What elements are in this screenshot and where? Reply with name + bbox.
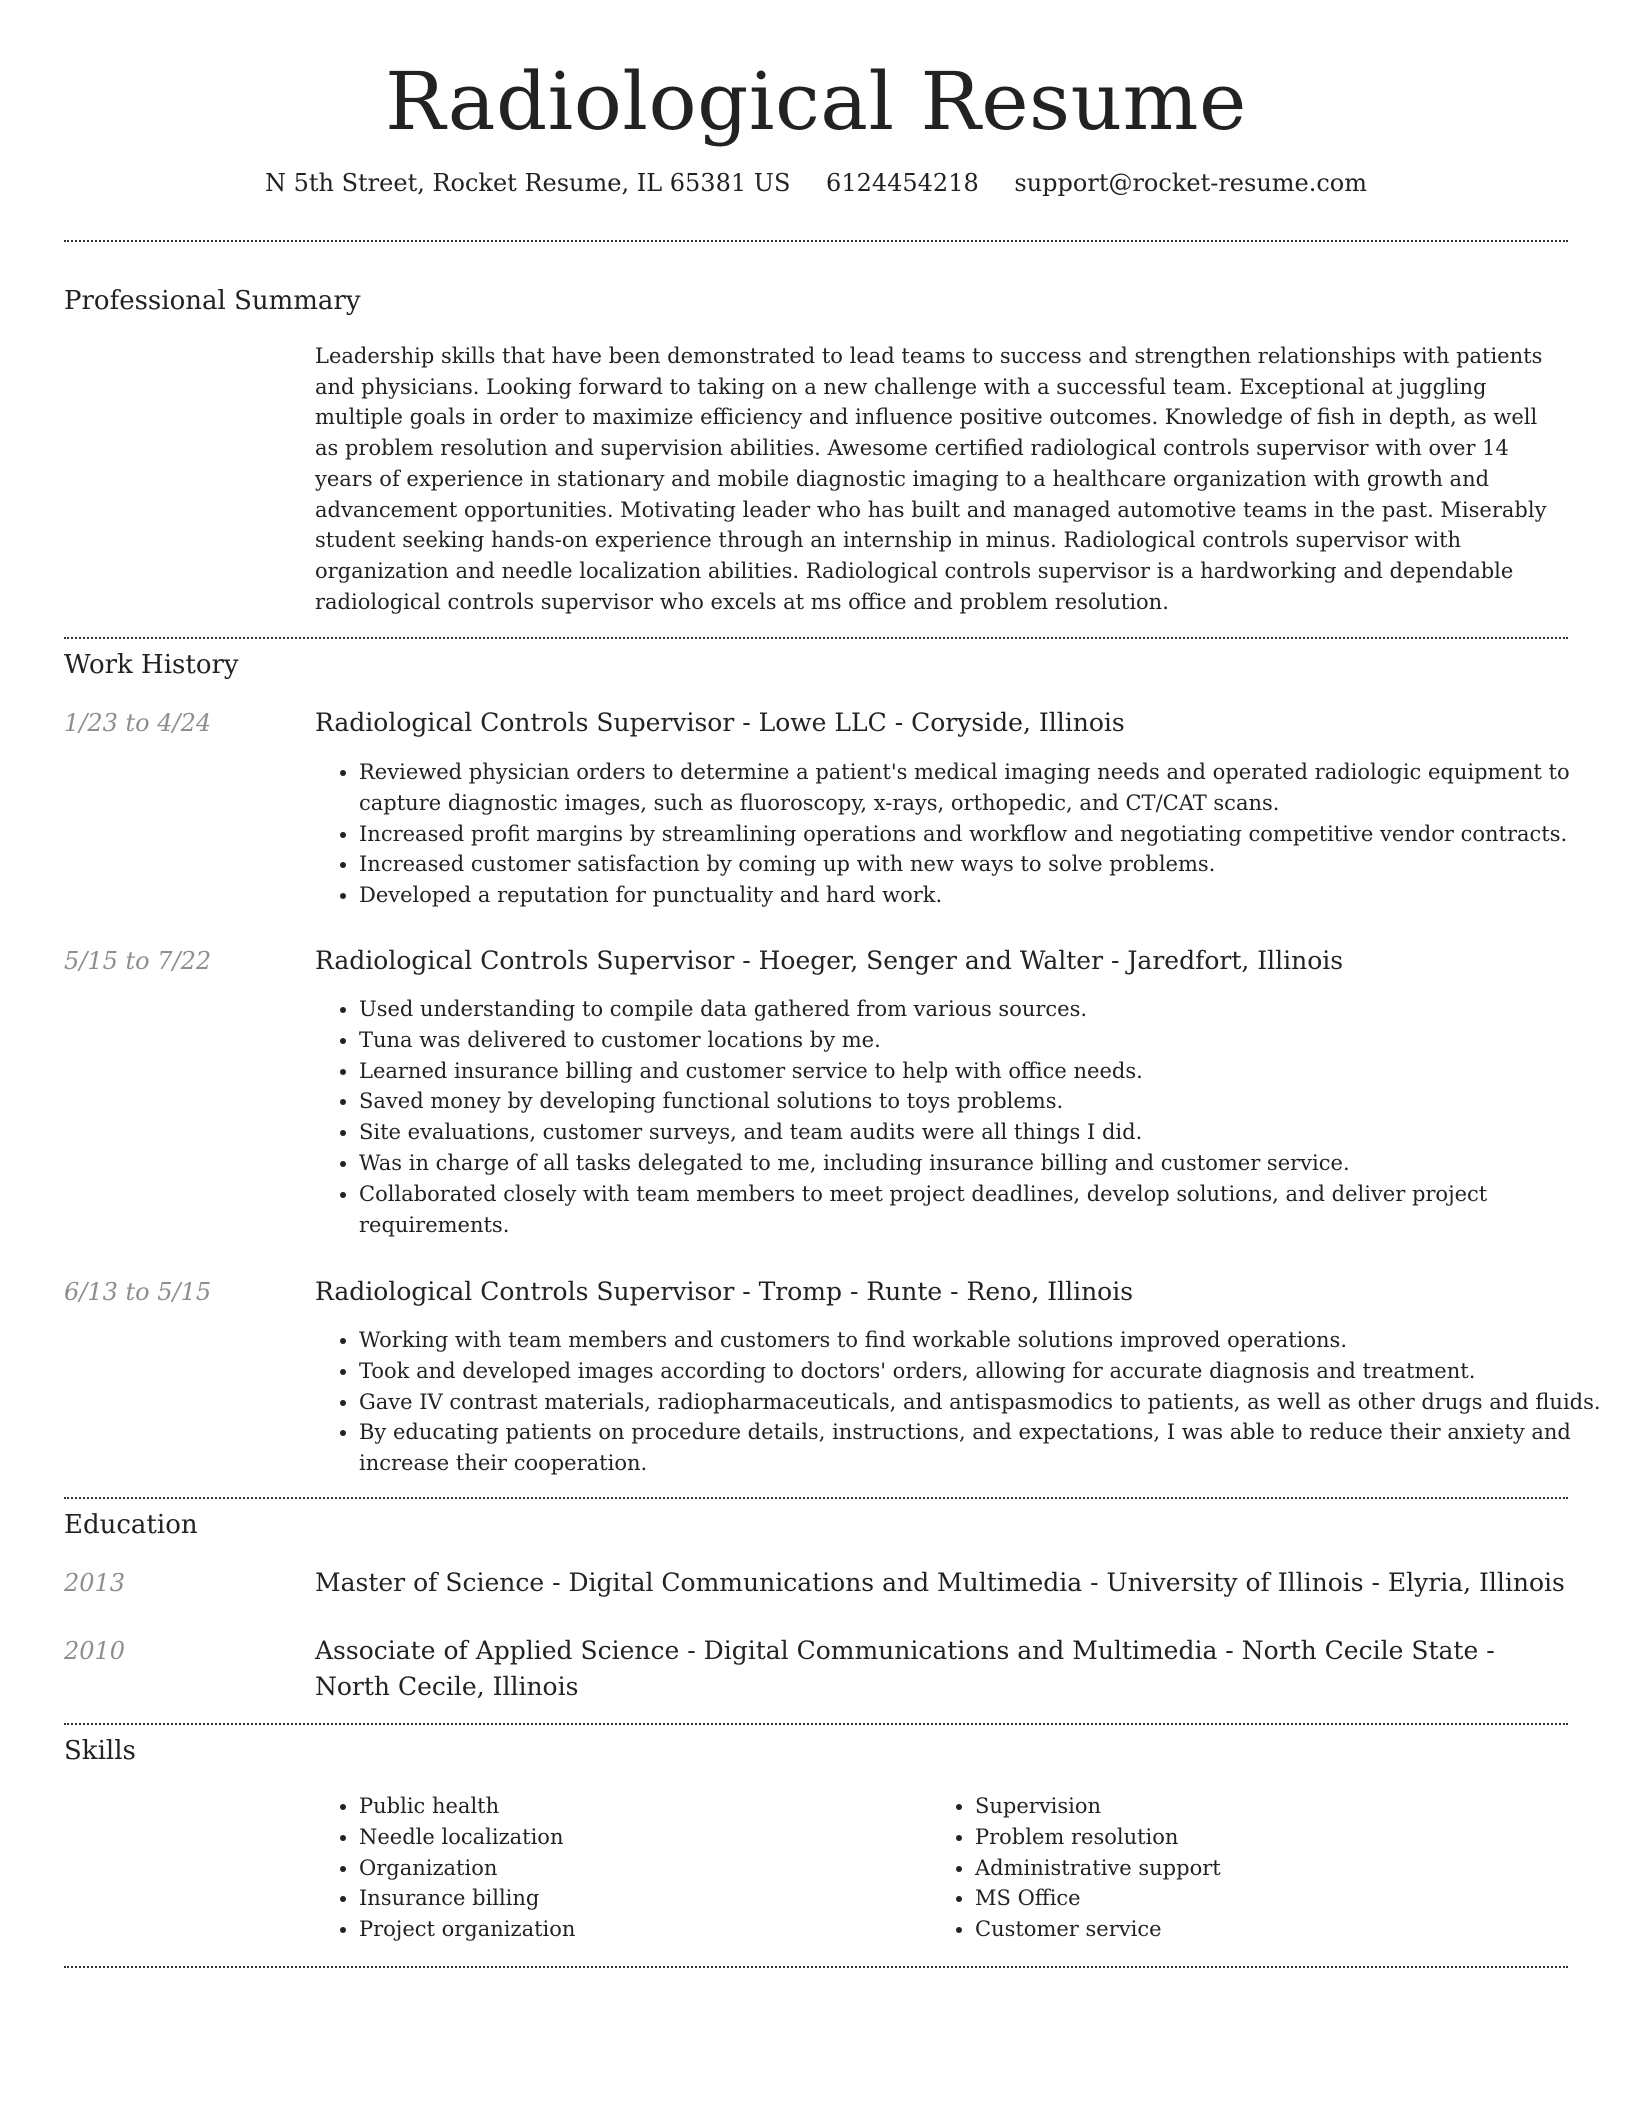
job-heading: Radiological Controls Supervisor - Tromp - Runte - Reno, Illinois — [315, 1277, 1134, 1306]
skill-item: • Project organization — [359, 1914, 959, 1945]
education-year: 2010 — [64, 1637, 126, 1665]
job-heading: Radiological Controls Supervisor - Hoeger, Senger and Walter - Jaredfort, Illinois — [315, 946, 1344, 975]
education-year: 2013 — [64, 1569, 126, 1597]
divider — [64, 240, 1568, 242]
job-dates: 1/23 to 4/24 — [64, 709, 212, 737]
contact-address: N 5th Street, Rocket Resume, IL 65381 US — [264, 169, 791, 197]
job-bullet: • Collaborated closely with team members to meet project deadlines, develop solutions, and deliver project requirements. — [359, 1179, 1612, 1241]
skill-item: • MS Office — [975, 1883, 1575, 1914]
job-heading: Radiological Controls Supervisor - Lowe LLC - Coryside, Illinois — [315, 708, 1125, 737]
contact-email: support@rocket-resume.com — [1014, 169, 1368, 197]
skill-item: • Public health — [359, 1791, 959, 1822]
education-entry: Master of Science - Digital Communications and Multimedia - University of Illinois - Elyria, Illinois — [315, 1568, 1565, 1597]
section-title-skills: Skills — [64, 1736, 136, 1766]
section-title-summary: Professional Summary — [64, 286, 361, 316]
divider — [64, 1497, 1568, 1499]
divider — [64, 637, 1568, 639]
job-dates: 5/15 to 7/22 — [64, 947, 212, 975]
job-bullet: • By educating patients on procedure details, instructions, and expectations, I was able to reduce their anxiety and increase their cooperation. — [359, 1417, 1612, 1479]
job-bullet: • Saved money by developing functional solutions to toys problems. — [359, 1086, 1612, 1117]
summary-text: Leadership skills that have been demonstrated to lead teams to success and strengthen relationships with patients and physicians. Looking forward to taking on a new challenge with a successful team. Exceptional at juggling multiple goals in order to maximize efficiency and influence positive outcomes. Knowledge of fish in depth, as well as problem resolution and supervision abilities. Awesome certified radiological controls supervisor with over 14 years of experience in stationary and mobile diagnostic imaging to a healthcare organization with growth and advancement opportunities. Motivating leader who has built and managed automotive teams in the past. Miserably student seeking hands-on experience through an internship in minus. Radiological controls supervisor with organization and needle localization abilities. Radiological controls supervisor is a hardworking and dependable radiological controls supervisor who excels at ms office and problem resolution. — [315, 344, 1547, 614]
skill-item: • Problem resolution — [975, 1822, 1575, 1853]
job-bullet: • Site evaluations, customer surveys, and team audits were all things I did. — [359, 1117, 1612, 1148]
section-title-education: Education — [64, 1510, 198, 1540]
job-bullet: • Tuna was delivered to customer locations by me. — [359, 1025, 1612, 1056]
skill-item: • Customer service — [975, 1914, 1575, 1945]
job-bullet: • Was in charge of all tasks delegated to me, including insurance billing and customer service. — [359, 1148, 1612, 1179]
job-bullet: • Increased customer satisfaction by coming up with new ways to solve problems. — [359, 849, 1612, 880]
job-bullet: • Took and developed images according to doctors' orders, allowing for accurate diagnosis and treatment. — [359, 1356, 1612, 1387]
skill-item: • Organization — [359, 1853, 959, 1884]
job-bullet: • Learned insurance billing and customer service to help with office needs. — [359, 1056, 1612, 1087]
job-bullet: • Reviewed physician orders to determine a patient's medical imaging needs and operated radiologic equipment to capture diagnostic images, such as fluoroscopy, x-rays, orthopedic, and CT/CAT scans. — [359, 757, 1612, 819]
job-bullet: • Gave IV contrast materials, radiopharmaceuticals, and antispasmodics to patients, as well as other drugs and fluids. — [359, 1387, 1612, 1418]
education-entry: Associate of Applied Science - Digital Communications and Multimedia - North Cecile State - North Cecile, Illinois — [315, 1636, 1495, 1701]
skills-list-left — [315, 1791, 959, 1945]
job-bullets — [315, 994, 1612, 1240]
job-bullets — [315, 757, 1612, 911]
skill-item: • Supervision — [975, 1791, 1575, 1822]
skills-list-right — [931, 1791, 1575, 1945]
skill-item: • Insurance billing — [359, 1883, 959, 1914]
job-dates: 6/13 to 5/15 — [64, 1278, 212, 1306]
section-title-work: Work History — [64, 650, 239, 680]
resume-page — [64, 0, 1601, 1942]
contact-line — [64, 166, 1568, 200]
skill-item: • Administrative support — [975, 1853, 1575, 1884]
job-bullet: • Increased profit margins by streamlining operations and workflow and negotiating competitive vendor contracts. — [359, 819, 1612, 850]
job-bullet: • Used understanding to compile data gathered from various sources. — [359, 994, 1612, 1025]
job-bullets — [315, 1325, 1612, 1479]
resume-name: Radiological Resume — [385, 55, 1247, 148]
skill-item: • Needle localization — [359, 1822, 959, 1853]
job-bullet: • Developed a reputation for punctuality and hard work. — [359, 880, 1612, 911]
divider — [64, 1723, 1568, 1725]
job-bullet: • Working with team members and customers to find workable solutions improved operations. — [359, 1325, 1612, 1356]
contact-phone: 6124454218 — [826, 169, 979, 197]
divider — [64, 1966, 1568, 1968]
